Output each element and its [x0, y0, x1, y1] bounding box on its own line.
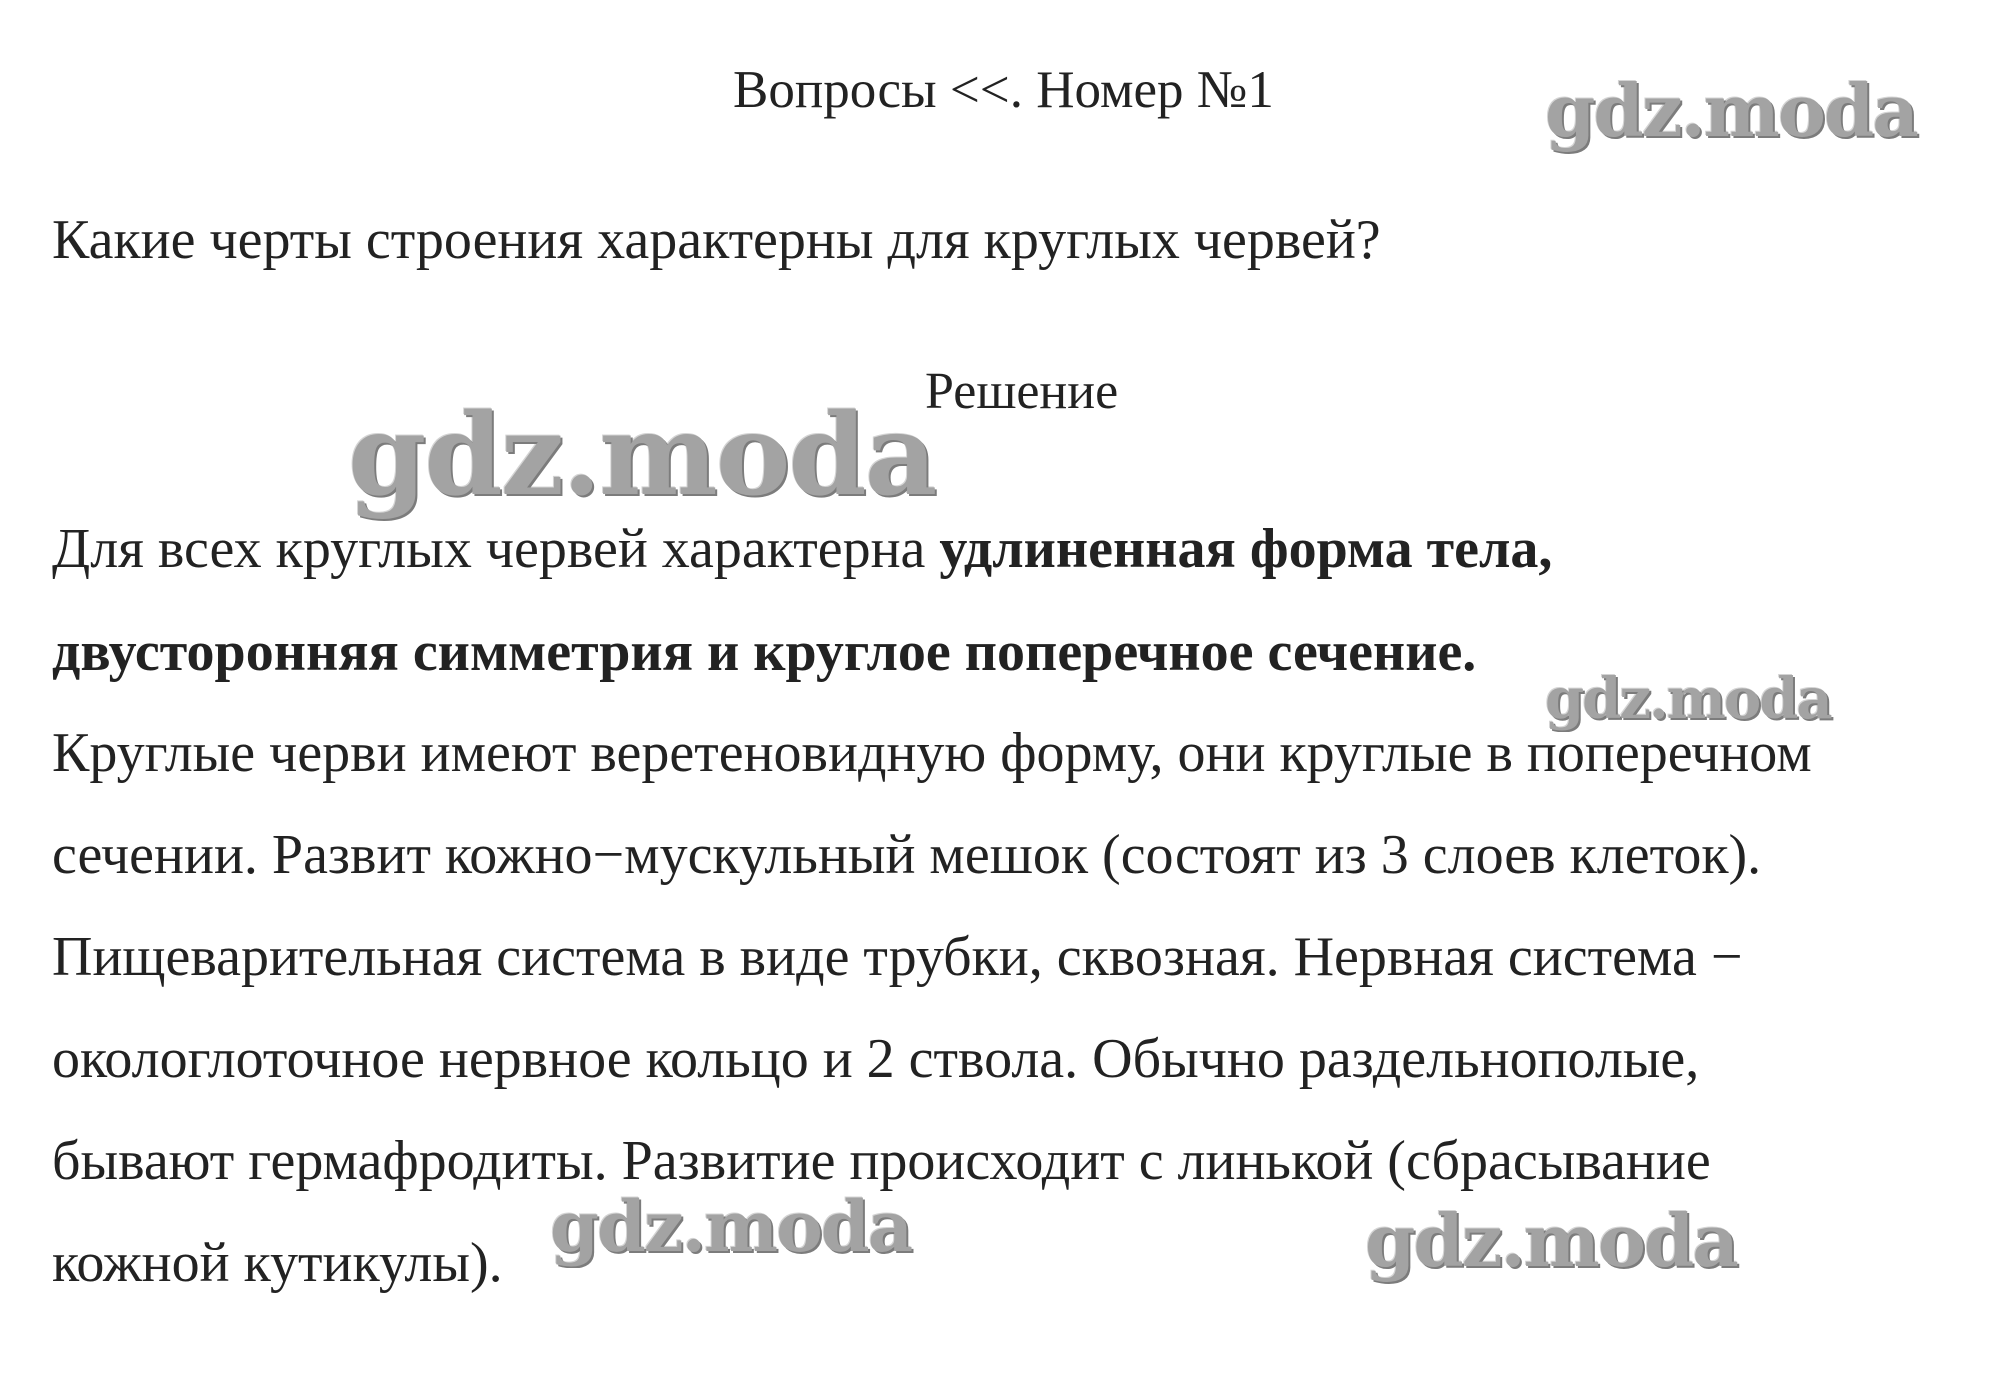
question-text: Какие черты строения характерны для круглых червей?: [52, 209, 1381, 271]
answer-line-8: кожной кутикулы).: [52, 1232, 503, 1294]
answer-line-3: Круглые черви имеют веретеновидную форму, они круглые в поперечном: [52, 722, 1812, 784]
watermark: gdz.moda: [348, 390, 936, 521]
answer-line-5: Пищеварительная система в виде трубки, сквозная. Нервная система −: [52, 926, 1743, 988]
solution-label: Решение: [925, 363, 1119, 420]
watermark: gdz.moda: [1545, 666, 1831, 732]
watermark: gdz.moda: [1545, 68, 1917, 153]
page-title: Вопросы <<. Номер №1: [733, 61, 1274, 119]
watermark: gdz.moda: [550, 1185, 912, 1268]
answer-line-1-plain: Для всех круглых червей характерна: [52, 518, 940, 580]
answer-line-7: бывают гермафродиты. Развитие происходит с линькой (сбрасывание: [52, 1130, 1711, 1192]
answer-line-1: [52, 518, 1553, 580]
answer-line-2: [52, 621, 1477, 683]
answer-line-2-bold: двусторонняя симметрия и круглое поперечное сечение.: [52, 621, 1477, 683]
answer-line-4: сечении. Развит кожно−мускульный мешок (состоят из 3 слоев клеток).: [52, 824, 1762, 886]
answer-line-6: окологлоточное нервное кольцо и 2 ствола. Обычно раздельнополые,: [52, 1028, 1700, 1090]
watermark: gdz.moda: [1365, 1198, 1737, 1283]
answer-line-1-bold: удлиненная форма тела,: [939, 518, 1553, 580]
